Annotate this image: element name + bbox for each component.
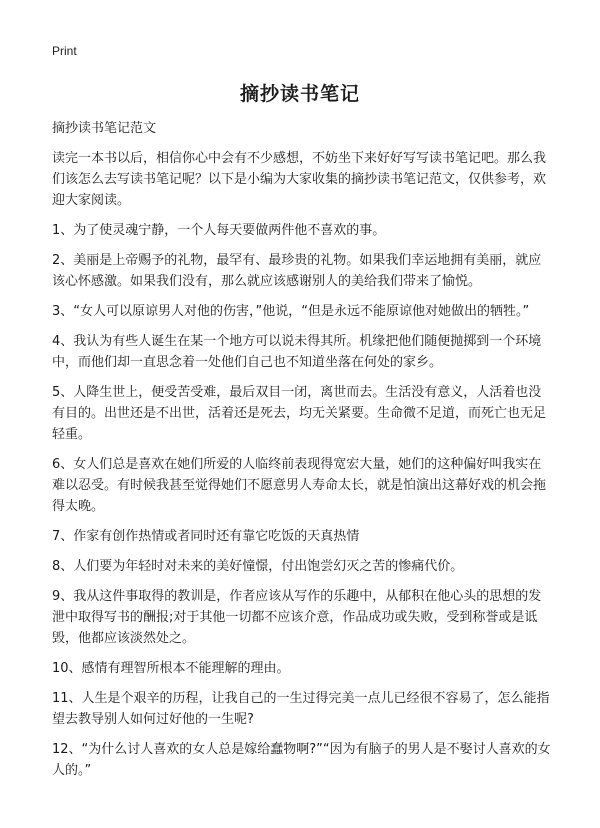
list-item: 3、“女人可以原谅男人对他的伤害，”他说，“但是永远不能原谅他对她做出的牺牲。” xyxy=(52,304,530,319)
list-item: 2、美丽是上帝赐予的礼物，最罕有、最珍贵的礼物。如果我们幸运地拥有美丽，就应该心怀感激。如果我们没有，那么就应该感谢别人的美给我们带来了愉悦。 xyxy=(52,253,542,289)
list-item: 11、人生是个艰辛的历程，让我自己的一生过得完美一点儿已经很不容易了，怎么能指望去教导别人如何过好他的一生呢? xyxy=(52,691,550,727)
list-item: 9、我从这件事取得的教训是，作者应该从写作的乐趣中，从郁积在他心头的思想的发泄中取得写书的酬报;对于其他一切都不应该介意，作品成功或失败，受到称誉或是诋毁，他都应该淡然处之。 xyxy=(52,589,542,646)
list-item: 1、为了使灵魂宁静，一个人每天要做两件他不喜欢的事。 xyxy=(52,223,386,238)
article-subtitle: 摘抄读书笔记范文 xyxy=(52,121,157,136)
article-body xyxy=(52,118,552,790)
list-item: 5、人降生世上，便受苦受难，最后双目一闭，离世而去。生活没有意义，人活着也没有目的。出世还是不出世，活着还是死去，均无关紧要。生命微不足道，而死亡也无足轻重。 xyxy=(52,385,547,442)
list-item: 8、人们要为年轻时对未来的美好憧憬，付出饱尝幻灭之苦的惨痛代价。 xyxy=(52,559,464,574)
list-item: 4、我认为有些人诞生在某一个地方可以说未得其所。机缘把他们随便抛掷到一个环境中，而他们却一直思念着一处他们自己也不知道坐落在何处的家乡。 xyxy=(52,334,542,370)
list-item: 7、作家有创作热情或者同时还有靠它吃饭的天真热情 xyxy=(52,529,360,544)
list-item: 10、感情有理智所根本不能理解的理由。 xyxy=(52,661,290,676)
page-title: 摘抄读书笔记 xyxy=(239,83,360,105)
print-link[interactable]: Print xyxy=(52,44,77,58)
list-item: 6、女人们总是喜欢在她们所爱的人临终前表现得宽宏大量，她们的这种偏好叫我实在难以忍受。有时候我甚至觉得她们不愿意男人寿命太长，就是怕演出这幕好戏的机会拖得太晚。 xyxy=(52,457,547,514)
intro-paragraph: 读完一本书以后，相信你心中会有不少感想，不妨坐下来好好写写读书笔记吧。那么我们该怎么去写读书笔记呢？以下是小编为大家收集的摘抄读书笔记范文，仅供参考，欢迎大家阅读。 xyxy=(52,151,547,208)
list-item: 12、“为什么讨人喜欢的女人总是嫁给蠢物啊?”“因为有脑子的男人是不娶讨人喜欢的女人的。” xyxy=(52,742,551,778)
